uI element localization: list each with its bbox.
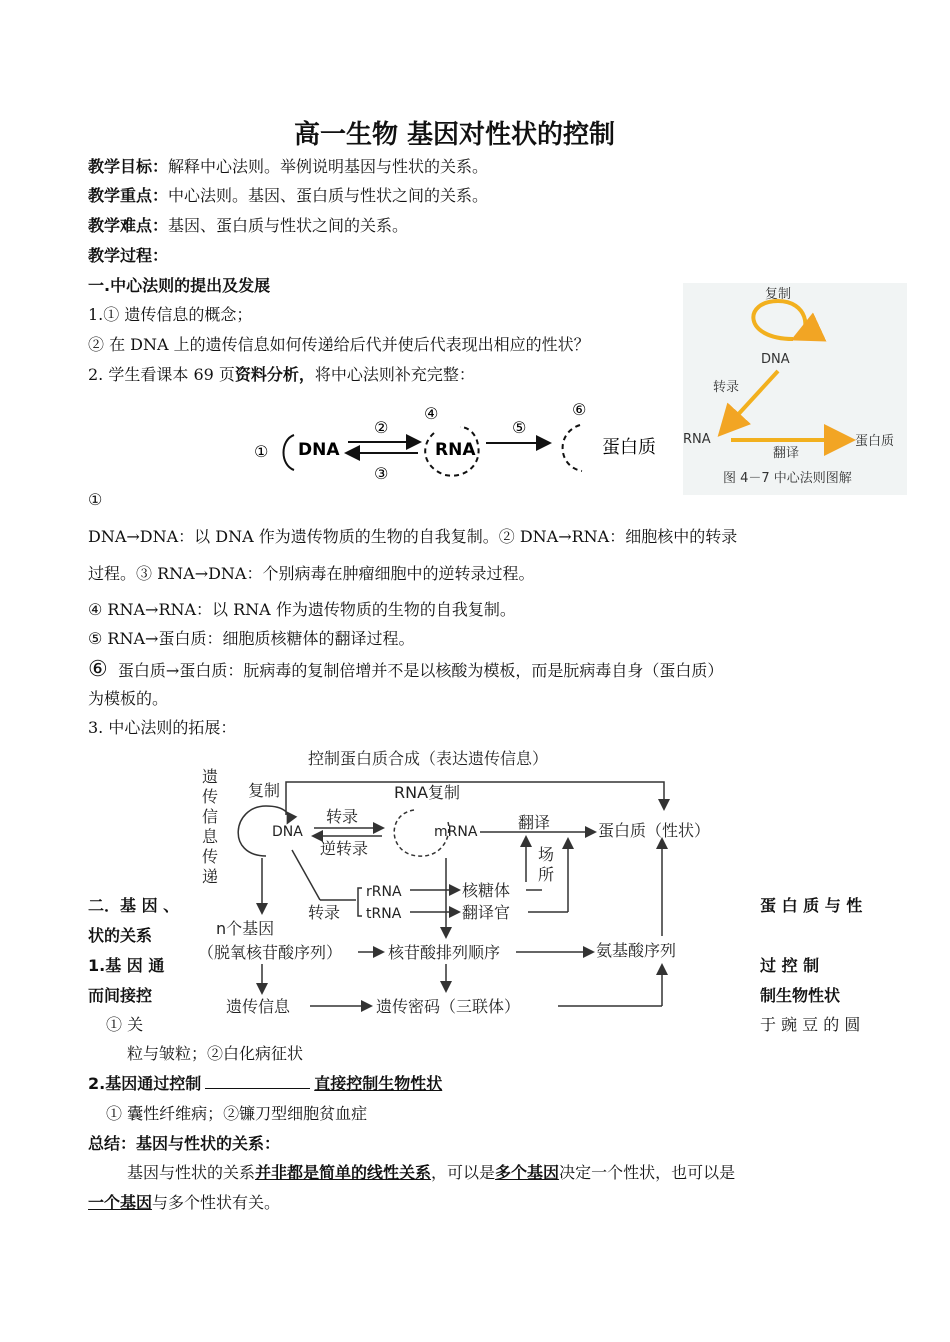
section1-item1: 1.① 遗传信息的概念； — [88, 305, 253, 324]
explain-line6: 为模板的。 — [88, 689, 169, 708]
big-transcription: 转录 — [326, 807, 359, 826]
section1-heading: 一.中心法则的提出及发展 — [88, 276, 271, 295]
page-title: 高一生物 基因对性状的控制 — [294, 120, 616, 150]
summary-p2-b: 与多个性状有关。 — [152, 1193, 281, 1212]
big-translator: 翻译官 — [462, 903, 511, 922]
fig-small-caption: 图 4－7 中心法则图解 — [723, 471, 852, 486]
item2-blank — [205, 1074, 310, 1089]
blank-n6: ⑥ — [572, 400, 587, 419]
explain-line3: ④ RNA→RNA：以 RNA 作为遗传物质的生物的自我复制。 — [88, 600, 516, 619]
big-translation: 翻译 — [518, 813, 551, 832]
process-label: 教学过程： — [88, 246, 169, 265]
section2-ex1-cont: 粒与皱粒；②白化病征状 — [127, 1044, 304, 1063]
section2-ex1-right: 于 豌 豆 的 圆 — [760, 1015, 861, 1034]
big-top-label: 控制蛋白质合成（表达遗传信息） — [308, 749, 549, 768]
big-dna: DNA — [272, 824, 303, 840]
teaching-goals — [88, 157, 488, 176]
fig-small-transcription: 转录 — [713, 380, 740, 395]
big-site-1: 场 — [538, 845, 555, 864]
section2-item2 — [88, 1074, 442, 1093]
fig-small-translation: 翻译 — [773, 446, 800, 461]
summary-line1 — [127, 1163, 735, 1182]
goals-label: 教学目标： — [88, 157, 169, 176]
big-side-2: 传 — [202, 787, 219, 806]
big-protein-trait: 蛋白质（性状） — [598, 821, 711, 840]
big-trna: tRNA — [366, 906, 402, 922]
fig-small-dna: DNA — [761, 352, 790, 367]
item2-pre-text: 2.基因通过控制 — [88, 1074, 202, 1093]
summary-p1-b: 并非都是简单的线性关系 — [255, 1163, 432, 1182]
big-reverse: 逆转录 — [320, 839, 369, 858]
difficulties-label: 教学难点： — [88, 216, 169, 235]
section1-item3: 3. 中心法则的拓展： — [88, 718, 237, 737]
expanded-dogma-diagram — [196, 740, 746, 1030]
explain-line1: DNA→DNA：以 DNA 作为遗传物质的生物的自我复制。② DNA→RNA：细胞核中的转录 — [88, 527, 738, 546]
goals-text: 解释中心法则。举例说明基因与性状的关系。 — [168, 157, 489, 176]
blank-dogma-diagram — [250, 395, 670, 490]
blank-rna: RNA — [435, 440, 476, 460]
fig-small-replication: 复制 — [765, 287, 792, 302]
summary-p2-a: 一个基因 — [88, 1193, 153, 1212]
summary-p1-e: 决定一个性状，也可以是 — [559, 1163, 736, 1182]
central-dogma-figure — [683, 283, 907, 495]
blank-dna: DNA — [298, 440, 340, 460]
section2-heading-cont: 状的关系 — [88, 926, 153, 945]
summary-p1-a: 基因与性状的关系 — [127, 1163, 256, 1182]
big-rrna: rRNA — [366, 884, 402, 900]
section2-ex1-left: ① 关 — [106, 1015, 144, 1034]
section2-ex2: ① 囊性纤维病；②镰刀型细胞贫血症 — [106, 1104, 368, 1123]
big-side-5: 传 — [202, 847, 219, 866]
big-genetic-info: 遗传信息 — [226, 997, 291, 1016]
big-amino-seq: 氨基酸序列 — [596, 941, 677, 960]
big-rna-replication: RNA复制 — [394, 783, 461, 802]
section2-heading-left: 二．基 因 、 — [88, 896, 180, 915]
key-points-label: 教学重点： — [88, 186, 169, 205]
section1-item2 — [88, 365, 475, 384]
summary-p1-c: ，可以是 — [431, 1163, 496, 1182]
big-nucleotide-seq: 核苷酸排列顺序 — [388, 943, 501, 962]
item2-post-text: 直接控制生物性状 — [314, 1074, 443, 1093]
fig-small-protein: 蛋白质 — [855, 434, 895, 449]
big-genetic-code: 遗传密码（三联体） — [376, 997, 521, 1016]
blank-n3: ③ — [374, 464, 389, 483]
big-side-4: 息 — [202, 827, 219, 846]
big-transcription2: 转录 — [308, 903, 341, 922]
big-ribosome: 核糖体 — [462, 881, 511, 900]
big-side-6: 递 — [202, 867, 219, 886]
blank-n2: ② — [374, 418, 389, 437]
item2-bold: 资料分析， — [234, 365, 315, 384]
section2-item1-cont-right: 制生物性状 — [760, 986, 841, 1005]
summary-heading: 总结：基因与性状的关系： — [88, 1134, 281, 1153]
marker-1: ① — [88, 490, 103, 509]
big-side-1: 遗 — [202, 767, 219, 786]
big-mrna: mRNA — [434, 824, 478, 840]
key-points-text: 中心法则。基因、蛋白质与性状之间的关系。 — [168, 186, 489, 205]
summary-line2 — [88, 1193, 280, 1212]
explain-line5 — [88, 657, 723, 683]
difficulties-text: 基因、蛋白质与性状之间的关系。 — [168, 216, 409, 235]
item2-post: 将中心法则补充完整： — [314, 365, 475, 384]
explain-line4: ⑤ RNA→蛋白质：细胞质核糖体的翻译过程。 — [88, 629, 415, 648]
big-n-genes: n个基因 — [216, 919, 275, 938]
blank-protein: 蛋白质 — [602, 437, 656, 458]
section2-item1-left: 1.基 因 通 — [88, 956, 165, 975]
item2-pre: 2. 学生看课本 69 页 — [88, 365, 235, 384]
blank-n4: ④ — [424, 404, 439, 423]
blank-n5: ⑤ — [512, 418, 527, 437]
blank-n1: ① — [254, 442, 269, 461]
big-site-2: 所 — [538, 865, 555, 884]
explain-line2: 过程。③ RNA→DNA：个别病毒在肿瘤细胞中的逆转录过程。 — [88, 564, 535, 583]
section2-heading-right: 蛋 白 质 与 性 — [760, 896, 863, 915]
big-replication: 复制 — [248, 781, 281, 800]
big-deoxy-seq: （脱氧核苷酸序列） — [198, 943, 343, 962]
fig-small-rna: RNA — [683, 432, 711, 447]
section2-item1-cont-left: 而间接控 — [88, 986, 153, 1005]
big-side-3: 信 — [202, 807, 219, 826]
summary-p1-d: 多个基因 — [495, 1163, 560, 1182]
section2-item1-right: 过 控 制 — [760, 956, 820, 975]
difficulties — [88, 216, 408, 235]
marker-6: ⑥ — [88, 657, 108, 682]
line5-text: 蛋白质→蛋白质：朊病毒的复制倍增并不是以核酸为模板，而是朊病毒自身（蛋白质） — [117, 661, 724, 680]
key-points — [88, 186, 488, 205]
section1-item1b: ② 在 DNA 上的遗传信息如何传递给后代并使后代表现出相应的性状？ — [88, 335, 590, 354]
